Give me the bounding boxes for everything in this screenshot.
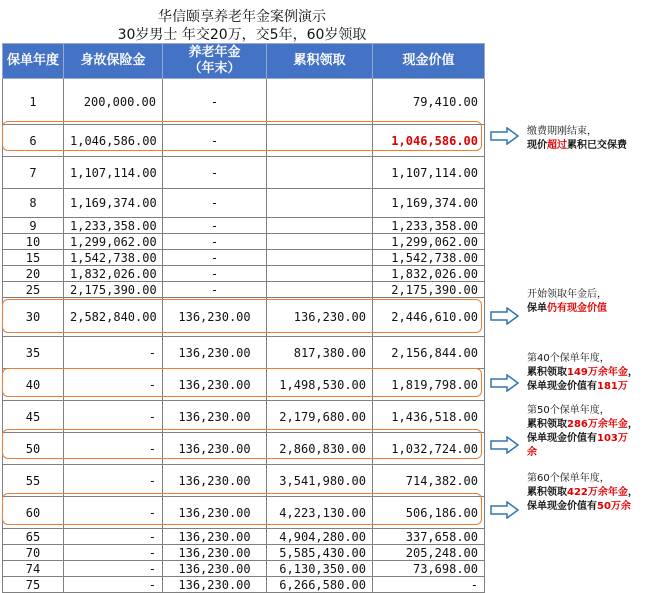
table-row	[3, 577, 485, 593]
table-row	[3, 218, 485, 234]
arrow-right-icon	[490, 374, 520, 392]
annotation-note-1: 缴费期刚结束， 现价超过累积已交保费	[527, 126, 627, 151]
cell-policy-year: 25	[3, 282, 64, 298]
cell-cumulative	[267, 79, 373, 125]
cell-annuity: 136,230.00	[163, 465, 267, 497]
cell-policy-year: 55	[3, 465, 64, 497]
cell-policy-year: 70	[3, 545, 64, 561]
table-row	[3, 189, 485, 218]
cell-cash-value: 714,382.00	[373, 465, 485, 497]
cell-policy-year: 45	[3, 401, 64, 433]
cell-annuity: -	[163, 125, 267, 157]
table-row	[3, 561, 485, 577]
page-subtitle: 30岁男士 年交20万，交5年，60岁领取	[117, 27, 367, 43]
cell-policy-year: 50	[3, 433, 64, 465]
cell-annuity: -	[163, 189, 267, 218]
cell-cash-value: 79,410.00	[373, 79, 485, 125]
cell-cash-value: 2,175,390.00	[373, 282, 485, 298]
arrow-right-icon	[490, 436, 520, 454]
col-header-cash-value: 现金价值	[373, 44, 485, 79]
table-row	[3, 465, 485, 497]
cell-cash-value: 1,046,586.00	[373, 125, 485, 157]
cell-annuity: 136,230.00	[163, 433, 267, 465]
cell-death-benefit: -	[64, 401, 163, 433]
cell-death-benefit: 1,299,062.00	[64, 234, 163, 250]
table-row	[3, 79, 485, 125]
cell-policy-year: 6	[3, 125, 64, 157]
cell-cumulative	[267, 266, 373, 282]
cell-policy-year: 75	[3, 577, 64, 593]
cell-annuity: 136,230.00	[163, 577, 267, 593]
cell-cumulative: 6,130,350.00	[267, 561, 373, 577]
cell-death-benefit: 2,582,840.00	[64, 298, 163, 337]
cell-death-benefit: 2,175,390.00	[64, 282, 163, 298]
cell-cash-value: 73,698.00	[373, 561, 485, 577]
cell-death-benefit: 200,000.00	[64, 79, 163, 125]
cell-cumulative	[267, 218, 373, 234]
cell-policy-year: 35	[3, 337, 64, 369]
cell-cash-value: 1,107,114.00	[373, 157, 485, 189]
cell-annuity: 136,230.00	[163, 561, 267, 577]
cell-cumulative: 4,904,280.00	[267, 529, 373, 545]
cell-death-benefit: -	[64, 369, 163, 401]
col-header-death-benefit: 身故保险金	[64, 44, 163, 79]
arrow-right-icon	[490, 307, 520, 325]
table-row	[3, 401, 485, 433]
cell-policy-year: 15	[3, 250, 64, 266]
cell-death-benefit: -	[64, 497, 163, 529]
table-row	[3, 250, 485, 266]
cell-cash-value: 2,156,844.00	[373, 337, 485, 369]
cell-cumulative: 2,179,680.00	[267, 401, 373, 433]
cell-death-benefit: 1,542,738.00	[64, 250, 163, 266]
cell-policy-year: 40	[3, 369, 64, 401]
cell-death-benefit: 1,046,586.00	[64, 125, 163, 157]
cell-cumulative	[267, 250, 373, 266]
highlight-row-30	[2, 299, 482, 333]
cell-death-benefit: -	[64, 337, 163, 369]
cell-policy-year: 8	[3, 189, 64, 218]
cell-death-benefit: 1,233,358.00	[64, 218, 163, 234]
col-header-policy-year: 保单年度	[3, 44, 64, 79]
cell-policy-year: 10	[3, 234, 64, 250]
cell-annuity: -	[163, 250, 267, 266]
cell-cumulative: 4,223,130.00	[267, 497, 373, 529]
cell-policy-year: 7	[3, 157, 64, 189]
cell-annuity: 136,230.00	[163, 497, 267, 529]
cell-cumulative	[267, 282, 373, 298]
table-row	[3, 234, 485, 250]
cell-annuity: -	[163, 157, 267, 189]
cell-cash-value: 337,658.00	[373, 529, 485, 545]
cell-cash-value: 1,299,062.00	[373, 234, 485, 250]
table-row	[3, 529, 485, 545]
cell-annuity: 136,230.00	[163, 337, 267, 369]
cell-death-benefit: -	[64, 433, 163, 465]
cell-death-benefit: -	[64, 529, 163, 545]
cell-policy-year: 74	[3, 561, 64, 577]
cell-cumulative	[267, 157, 373, 189]
cell-cumulative: 817,380.00	[267, 337, 373, 369]
cell-policy-year: 30	[3, 298, 64, 337]
col-header-annuity: 养老年金 （年末）	[163, 44, 267, 79]
cell-annuity: 136,230.00	[163, 298, 267, 337]
cell-cash-value: 1,032,724.00	[373, 433, 485, 465]
cell-cash-value: 506,186.00	[373, 497, 485, 529]
page-title: 华信颐享养老年金案例演示	[158, 9, 326, 25]
annotation-note-2: 开始领取年金后， 保单仍有现金价值	[527, 289, 607, 314]
annotation-note-3: 第40个保单年度， 累积领取149万余年金， 保单现金价值有181万	[527, 353, 638, 392]
cell-cash-value: 1,819,798.00	[373, 369, 485, 401]
cell-cash-value: 1,542,738.00	[373, 250, 485, 266]
table-header-row	[3, 44, 485, 79]
cell-policy-year: 20	[3, 266, 64, 282]
cell-death-benefit: -	[64, 561, 163, 577]
cell-cumulative	[267, 189, 373, 218]
table-row	[3, 337, 485, 369]
cell-policy-year: 65	[3, 529, 64, 545]
table-row	[3, 545, 485, 561]
cell-annuity: -	[163, 266, 267, 282]
col-header-cumulative: 累积领取	[267, 44, 373, 79]
highlight-row-40	[2, 368, 482, 397]
cell-cash-value: 1,436,518.00	[373, 401, 485, 433]
cell-policy-year: 9	[3, 218, 64, 234]
cell-policy-year: 1	[3, 79, 64, 125]
highlight-row-50	[2, 429, 482, 459]
cell-death-benefit: -	[64, 465, 163, 497]
cell-cumulative: 3,541,980.00	[267, 465, 373, 497]
cell-cash-value: -	[373, 577, 485, 593]
cell-death-benefit: 1,169,374.00	[64, 189, 163, 218]
cell-death-benefit: 1,832,026.00	[64, 266, 163, 282]
cell-cumulative: 6,266,580.00	[267, 577, 373, 593]
cell-annuity: -	[163, 79, 267, 125]
cell-cash-value: 1,233,358.00	[373, 218, 485, 234]
arrow-right-icon	[490, 501, 520, 519]
cell-cash-value: 2,446,610.00	[373, 298, 485, 337]
cell-death-benefit: -	[64, 545, 163, 561]
cell-cash-value: 1,832,026.00	[373, 266, 485, 282]
cell-death-benefit: -	[64, 577, 163, 593]
cell-annuity: -	[163, 282, 267, 298]
table-row	[3, 266, 485, 282]
cell-cumulative: 136,230.00	[267, 298, 373, 337]
table-row	[3, 157, 485, 189]
cell-annuity: 136,230.00	[163, 545, 267, 561]
cell-cumulative: 1,498,530.00	[267, 369, 373, 401]
cell-annuity: 136,230.00	[163, 529, 267, 545]
highlight-row-60	[2, 493, 482, 525]
annotation-note-5: 第60个保单年度， 累积领取422万余年金， 保单现金价值有50万余	[527, 473, 638, 512]
table-row	[3, 282, 485, 298]
annotation-note-4: 第50个保单年度， 累积领取286万余年金， 保单现金价值有103万 余	[527, 405, 638, 458]
cell-cumulative	[267, 234, 373, 250]
cell-annuity: 136,230.00	[163, 401, 267, 433]
cell-cumulative: 2,860,830.00	[267, 433, 373, 465]
cell-annuity: 136,230.00	[163, 369, 267, 401]
cell-policy-year: 60	[3, 497, 64, 529]
cell-cash-value: 1,169,374.00	[373, 189, 485, 218]
cell-annuity: -	[163, 234, 267, 250]
cell-cumulative: 5,585,430.00	[267, 545, 373, 561]
cell-death-benefit: 1,107,114.00	[64, 157, 163, 189]
highlight-row-6	[2, 121, 482, 151]
cell-annuity: -	[163, 218, 267, 234]
arrow-right-icon	[490, 127, 520, 145]
cell-cash-value: 205,248.00	[373, 545, 485, 561]
